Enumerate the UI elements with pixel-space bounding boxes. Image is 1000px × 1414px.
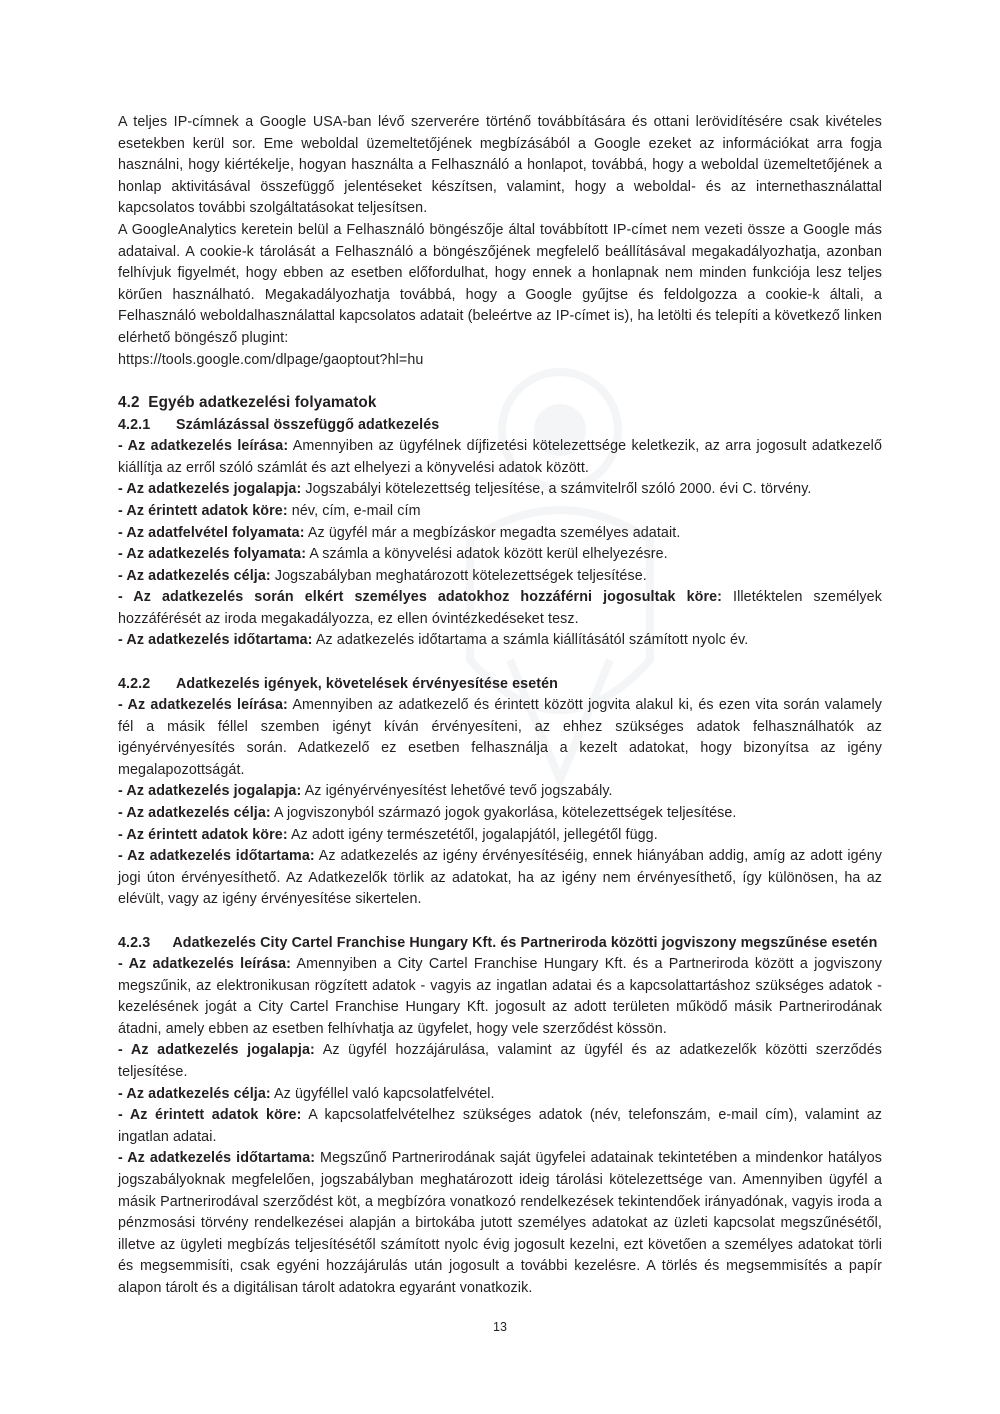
item-421-6 [118, 587, 882, 630]
section-heading-4-2-2 [118, 673, 882, 695]
item-label: - Az adatkezelés célja: [118, 567, 271, 584]
item-label: - Az adatkezelés célja: [118, 1085, 271, 1102]
item-text: név, cím, e-mail cím [287, 502, 421, 519]
item-label: - Az adatkezelés során elkért személyes adatokhoz hozzáférni jogosultak köre: [118, 589, 723, 606]
item-text: Amennyiben a City Cartel Franchise Hungary Kft. és a Partneriroda között a jogviszony megszűnik, az elektronikusan rögzített adatok - vagyis az ingatlan adatai és a kapcsolattartáshoz szükséges adatok - kezelésének jogát a City Cartel Franchise Hungary Kft. jogosult az adott területen működő másik Partnerirodának átadni, amely ebben az esetben felhívhatja az ügyfelet, hogy vele szerződést kössön. [118, 956, 882, 1037]
intro-paragraph-2-text: A GoogleAnalytics keretein belül a Felhasználó böngészője által továbbított IP-címet nem vezeti össze a Google más adataival. A cookie-k tárolását a Felhasználó a böngészőjének megfelelő beállításával megakadályozhatja, azonban felhívjuk figyelmét, hogy ebben az esetben előfordulhat, hogy ennek a honlapnak nem minden funkciója lesz teljes körűen használható. Megakadályozhatja továbbá, hogy a Google gyűjtse és feldolgozza a cookie-k általi, a Felhasználó weboldalhasználattal kapcsolatos adatait (beleértve az IP-címet is), ha letölti és telepíti a következő linken elérhető böngésző plugint: [118, 221, 882, 346]
section-number-4-2-3: 4.2.3 [118, 935, 151, 951]
item-423-0 [118, 954, 882, 1040]
item-422-3 [118, 825, 882, 847]
section-heading-4-2 [118, 392, 882, 414]
page-number: 13 [493, 1320, 507, 1334]
item-label: - Az adatkezelés jogalapja: [118, 1042, 315, 1059]
item-text: Az adott igény természetétől, jogalapjától, jellegétől függ. [287, 826, 658, 843]
item-text: A kapcsolatfelvételhez szükséges adatok (név, telefonszám, e-mail cím), valamint az ingatlan adatai. [118, 1107, 882, 1145]
section-heading-4-2-1 [118, 414, 882, 436]
section-number-4-2: 4.2 [118, 394, 140, 412]
item-text: Amennyiben az ügyfélnek díjfizetési kötelezettsége keletkezik, az arra jogosult adatkezelő kiállítja az erről szóló számlát és azt elhelyezi a könyvelési adatok között. [118, 438, 882, 476]
item-text: A számla a könyvelési adatok között kerül elhelyezésre. [306, 546, 668, 563]
item-text: Az adatkezelés az igény érvényesítéséig, ennek hiányában addig, amíg az adott igény jogi úton érvényesíthető. Az Adatkezelők törlik az adatokat, ha az igény nem érvényesíthető, így különösen, ha az elévült, vagy az igény érvényesítése sikertelen. [118, 848, 882, 908]
item-label: - Az adatkezelés leírása: [118, 956, 292, 972]
item-421-7 [118, 630, 882, 652]
item-421-3 [118, 523, 882, 545]
item-text: Az adatkezelés időtartama a számla kiállításától számított nyolc év. [312, 632, 749, 649]
plugin-link[interactable]: https://tools.google.com/dlpage/gaoptout?hl=hu [118, 351, 424, 368]
section-number-4-2-1: 4.2.1 [118, 417, 151, 434]
item-422-0 [118, 695, 882, 781]
intro-paragraph-2 [118, 220, 882, 350]
item-421-4 [118, 544, 882, 566]
item-423-2 [118, 1084, 882, 1106]
item-text: Jogszabályi kötelezettség teljesítése, a számvitelről szóló 2000. évi C. törvény. [301, 481, 812, 498]
intro-paragraph-1: A teljes IP-címnek a Google USA-ban lévő szerverére történő továbbítására és ottani lerövidítésére csak kivételes esetekben kerül sor. Eme weboldal üzemeltetőjének megbízásából a Google ezeket az információkat arra fogja használni, hogy kiértékelje, hogyan használta a Felhasználó a honlapot, továbbá, hogy a weboldal üzemeltetőjének a honlap aktivitásával összefüggő jelentéseket készítsen, valamint, hogy a weboldal- és az internethasználattal kapcsolatos további szolgáltatásokat teljesítsen. [118, 114, 882, 217]
item-label: - Az érintett adatok köre: [118, 1107, 302, 1124]
item-label: - Az adatkezelés leírása: [118, 438, 289, 455]
item-421-1 [118, 479, 882, 501]
section-number-4-2-2: 4.2.2 [118, 676, 151, 693]
section-title-4-2-2: Adatkezelés igények, követelések érvényesítése esetén [176, 676, 559, 693]
item-label: - Az érintett adatok köre: [118, 502, 288, 519]
item-422-4 [118, 846, 882, 911]
item-text: Illetéktelen személyek hozzáférését az iroda megakadályozza, ez ellen óvintézkedéseket tesz. [118, 589, 882, 627]
item-label: - Az adatkezelés jogalapja: [118, 481, 302, 498]
item-text: Jogszabályban meghatározott kötelezettségek teljesítése. [270, 567, 647, 584]
item-label: - Az adatkezelés jogalapja: [118, 783, 302, 800]
item-423-1 [118, 1040, 882, 1083]
item-422-1 [118, 781, 882, 803]
item-423-4 [118, 1148, 882, 1299]
section-title-4-2-3: Adatkezelés City Cartel Franchise Hungary Kft. és Partneriroda közötti jogviszony megszűnése esetén [172, 935, 878, 951]
item-text: Az igényérvényesítést lehetővé tevő jogszabály. [301, 783, 613, 800]
section-heading-4-2-3 [118, 932, 882, 954]
item-text: Megszűnő Partnerirodának saját ügyfelei adatainak tekintetében a mindenkor hatályos jogszabályoknak megfelelően, jogszabályban meghatározott ideig tárolási kötelezettsége van. Amennyiben ügyfél a másik Partnerirodával szerződést köt, a megbízóra vonatkozó rendelkezések tekintendőek irányadónak, vagyis iroda a pénzmosási törvény rendelkezései alapján a birtokába jutott személyes adatokat az üzleti kapcsolat megszűnésétől, illetve az ügyleti megbízás teljesítésétől számított nyolc évig jogosult kezelni, ezt követően a személyes adatokat törli és megsemmisíti, csak egyéni hozzájárulás után jogosult a további kezelésre. A törlés és megsemmisítés a papír alapon tárolt és a digitálisan tárolt adatokra egyaránt vonatkozik. [118, 1150, 883, 1296]
item-label: - Az adatkezelés időtartama: [118, 632, 313, 649]
section-title-4-2-1: Számlázással összefüggő adatkezelés [176, 417, 440, 434]
item-label: - Az adatkezelés leírása: [118, 697, 288, 714]
item-423-3 [118, 1105, 882, 1148]
item-label: - Az adatfelvétel folyamata: [118, 524, 305, 541]
item-text: Az ügyfél már a megbízáskor megadta személyes adatait. [304, 524, 681, 541]
item-label: - Az adatkezelés időtartama: [118, 848, 315, 865]
item-text: A jogviszonyból származó jogok gyakorlása, kötelezettségek teljesítése. [270, 805, 737, 822]
item-text: Amennyiben az adatkezelő és érintett között jogvita alakul ki, és ezen vita során valamely fél a másik féllel szemben igényt kíván érvényesíteni, az ehhez szükséges adatok felhasználhatók az igényérvényesítés során. Adatkezelő ez esetben felhasználja a kezelt adatokat, hogy bizonyítsa az igény megalapozottságát. [118, 697, 883, 778]
item-text: Az ügyféllel való kapcsolatfelvétel. [270, 1085, 495, 1102]
item-421-0 [118, 436, 882, 479]
section-title-4-2: Egyéb adatkezelési folyamatok [148, 394, 377, 412]
item-label: - Az érintett adatok köre: [118, 826, 288, 843]
item-text: Az ügyfél hozzájárulása, valamint az ügyfél és az adatkezelők közötti szerződés teljesítése. [118, 1042, 882, 1080]
item-421-5 [118, 566, 882, 588]
document-content [118, 112, 882, 1300]
item-label: - Az adatkezelés folyamata: [118, 546, 307, 563]
item-label: - Az adatkezelés időtartama: [118, 1150, 316, 1167]
item-label: - Az adatkezelés célja: [118, 805, 271, 822]
item-421-2 [118, 501, 882, 523]
item-422-2 [118, 803, 882, 825]
